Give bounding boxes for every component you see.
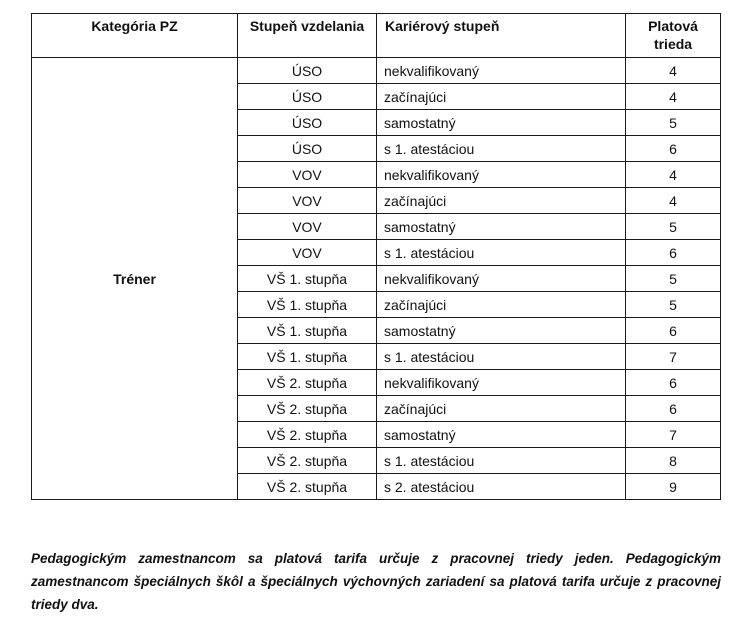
salary-class-table	[31, 13, 721, 500]
salary-class-cell: 6	[626, 318, 721, 344]
salary-class-cell: 7	[626, 344, 721, 370]
salary-class-cell: 5	[626, 110, 721, 136]
footnote-text: Pedagogickým zamestnancom sa platová tarifa určuje z pracovnej triedy jeden. Pedagogickým zamestnancom špeciálnych škôl a špeciálnych výchovných zariadení sa platová tarifa určuje z pracovnej triedy dva.	[31, 551, 721, 612]
salary-class-cell: 5	[626, 266, 721, 292]
header-education: Stupeň vzdelania	[238, 14, 377, 58]
career-level-cell: začínajúci	[377, 396, 626, 422]
salary-class-cell: 7	[626, 422, 721, 448]
career-level-cell: nekvalifikovaný	[377, 370, 626, 396]
education-cell: VŠ 2. stupňa	[238, 448, 377, 474]
career-level-cell: s 2. atestáciou	[377, 474, 626, 500]
education-cell: VŠ 2. stupňa	[238, 396, 377, 422]
header-row	[32, 14, 721, 58]
career-level-cell: samostatný	[377, 110, 626, 136]
education-cell: VOV	[238, 214, 377, 240]
education-cell: VŠ 1. stupňa	[238, 266, 377, 292]
salary-class-cell: 4	[626, 162, 721, 188]
salary-class-cell: 6	[626, 396, 721, 422]
salary-class-cell: 6	[626, 136, 721, 162]
salary-class-cell: 5	[626, 292, 721, 318]
education-cell: ÚSO	[238, 110, 377, 136]
salary-class-cell: 4	[626, 188, 721, 214]
education-cell: ÚSO	[238, 58, 377, 84]
career-level-cell: nekvalifikovaný	[377, 162, 626, 188]
header-salary-line1: Platová	[648, 18, 698, 34]
salary-class-cell: 6	[626, 370, 721, 396]
table-body	[32, 58, 721, 500]
education-cell: VŠ 2. stupňa	[238, 474, 377, 500]
table-row	[32, 58, 721, 84]
table-header	[32, 14, 721, 58]
category-cell: Tréner	[32, 58, 238, 500]
education-cell: VŠ 1. stupňa	[238, 318, 377, 344]
education-cell: VŠ 2. stupňa	[238, 370, 377, 396]
salary-class-cell: 4	[626, 58, 721, 84]
career-level-cell: nekvalifikovaný	[377, 266, 626, 292]
education-cell: ÚSO	[238, 84, 377, 110]
career-level-cell: začínajúci	[377, 292, 626, 318]
salary-class-cell: 6	[626, 240, 721, 266]
education-cell: VOV	[238, 240, 377, 266]
header-salary-class	[626, 14, 721, 58]
career-level-cell: s 1. atestáciou	[377, 448, 626, 474]
education-cell: VŠ 1. stupňa	[238, 344, 377, 370]
career-level-cell: s 1. atestáciou	[377, 240, 626, 266]
career-level-cell: samostatný	[377, 422, 626, 448]
education-cell: VOV	[238, 162, 377, 188]
header-career: Kariérový stupeň	[377, 14, 626, 58]
career-level-cell: začínajúci	[377, 188, 626, 214]
education-cell: ÚSO	[238, 136, 377, 162]
career-level-cell: nekvalifikovaný	[377, 58, 626, 84]
career-level-cell: samostatný	[377, 214, 626, 240]
career-level-cell: samostatný	[377, 318, 626, 344]
career-level-cell: začínajúci	[377, 84, 626, 110]
header-category: Kategória PZ	[32, 14, 238, 58]
header-salary-line2: trieda	[653, 36, 693, 52]
salary-class-cell: 5	[626, 214, 721, 240]
education-cell: VŠ 1. stupňa	[238, 292, 377, 318]
career-level-cell: s 1. atestáciou	[377, 344, 626, 370]
education-cell: VOV	[238, 188, 377, 214]
career-level-cell: s 1. atestáciou	[377, 136, 626, 162]
salary-class-cell: 4	[626, 84, 721, 110]
education-cell: VŠ 2. stupňa	[238, 422, 377, 448]
salary-class-cell: 9	[626, 474, 721, 500]
salary-class-cell: 8	[626, 448, 721, 474]
